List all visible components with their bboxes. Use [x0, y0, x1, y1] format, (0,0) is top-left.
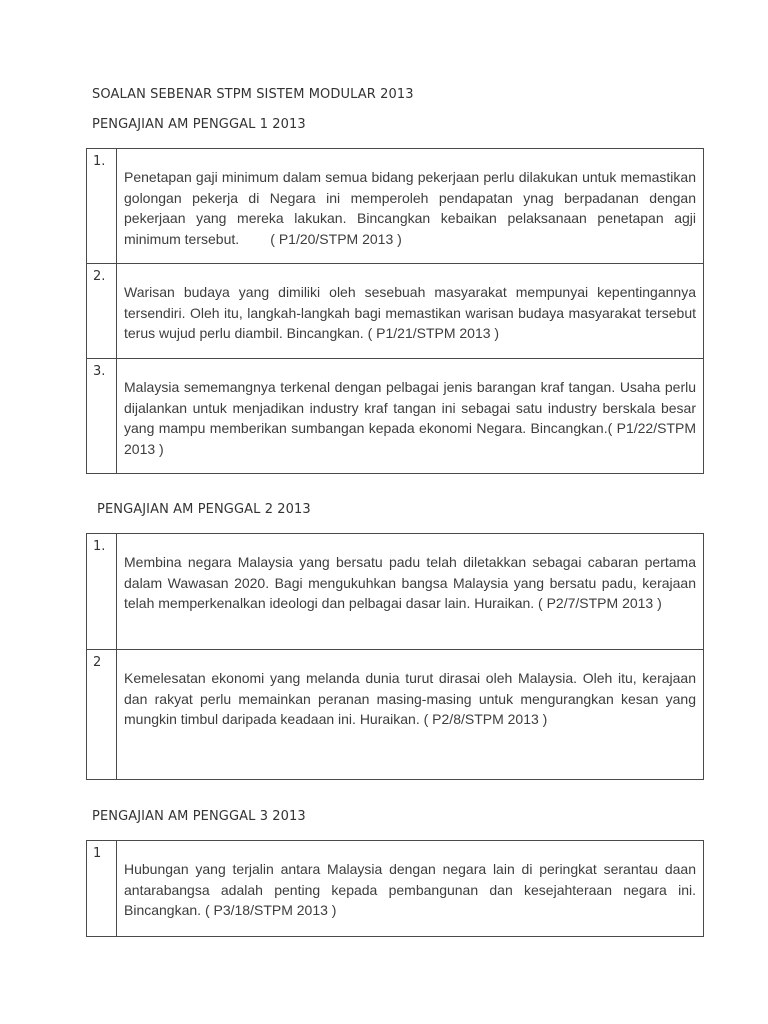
- question-text: Membina negara Malaysia yang bersatu padu telah diletakkan sebagai cabaran pertama dalam Wawasan 2020. Bagi mengukuhkan bangsa Malaysia yang bersatu padu, kerajaan telah memperkenalkan ideologi dan pelbagai dasar lain. Huraikan. ( P2/7/STPM 2013 ): [124, 554, 696, 611]
- question-reference: ( P2/8/STPM 2013 ): [423, 711, 548, 727]
- question-number: 2: [87, 650, 117, 780]
- question-reference: ( P1/20/STPM 2013 ): [270, 230, 402, 247]
- question-table-penggal-2: [86, 533, 704, 780]
- question-row: [87, 359, 704, 474]
- question-cell: [117, 841, 704, 937]
- question-row: [87, 149, 704, 264]
- question-number: 1: [87, 841, 117, 937]
- section-heading-penggal-1: PENGAJIAN AM PENGGAL 1 2013: [92, 117, 306, 132]
- question-cell: [117, 149, 704, 264]
- question-reference: ( P3/18/STPM 2013 ): [204, 902, 337, 918]
- question-text: Warisan budaya yang dimiliki oleh sesebuah masyarakat mempunyai kepentingannya tersendiri. Oleh itu, langkah-langkah bagi memastikan warisan budaya masyarakat tersebut terus wujud perlu diambil. Bincangkan. ( P1/21/STPM 2013 ): [124, 284, 696, 341]
- question-table-penggal-3: [86, 840, 704, 937]
- question-table-penggal-1: [86, 148, 704, 474]
- question-row: [87, 841, 704, 937]
- document-title: SOALAN SEBENAR STPM SISTEM MODULAR 2013: [92, 87, 414, 102]
- question-row: [87, 650, 704, 780]
- question-cell: [117, 534, 704, 650]
- question-cell: [117, 264, 704, 359]
- question-number: 3.: [87, 359, 117, 474]
- question-row: [87, 264, 704, 359]
- section-heading-penggal-2: PENGAJIAN AM PENGGAL 2 2013: [97, 502, 311, 517]
- question-cell: [117, 359, 704, 474]
- question-reference: ( P1/21/STPM 2013 ): [367, 325, 500, 341]
- question-text: Malaysia sememangnya terkenal dengan pelbagai jenis barangan kraf tangan. Usaha perlu dijalankan untuk menjadikan industry kraf tangan ini sebagai satu industry berskala besar yang mampu memberikan sumbangan kepada ekonomi Negara. Bincangkan.( P1/22/STPM 2013 ): [124, 379, 696, 457]
- question-number: 1.: [87, 149, 117, 264]
- question-reference: ( P2/7/STPM 2013 ): [538, 595, 662, 611]
- section-heading-penggal-3: PENGAJIAN AM PENGGAL 3 2013: [92, 809, 306, 824]
- question-text: Hubungan yang terjalin antara Malaysia dengan negara lain di peringkat serantau daan antarabangsa adalah penting kepada pembangunan dan kesejahteraan negara ini. Bincangkan. ( P3/18/STPM 2013 ): [124, 861, 696, 918]
- question-number: 1.: [87, 534, 117, 650]
- question-text: Kemelesatan ekonomi yang melanda dunia turut dirasai oleh Malaysia. Oleh itu, kerajaan dan rakyat perlu memainkan peranan masing-masing untuk mengurangkan kesan yang mungkin timbul daripada keadaan ini. Huraikan. ( P2/8/STPM 2013 ): [124, 670, 696, 727]
- question-text: Penetapan gaji minimum dalam semua bidang pekerjaan perlu dilakukan untuk memastikan golongan pekerja di Negara ini memperoleh pendapatan ynag berpadanan dengan pekerjaan yang mereka lakukan. Bincangkan kebaikan pelaksanaan penetapan agji minimum tersebut. ( P1/20/STPM 2013 ): [124, 169, 696, 247]
- question-cell: [117, 650, 704, 780]
- question-number: 2.: [87, 264, 117, 359]
- question-reference: ( P1/22/STPM 2013 ): [124, 420, 696, 457]
- question-row: [87, 534, 704, 650]
